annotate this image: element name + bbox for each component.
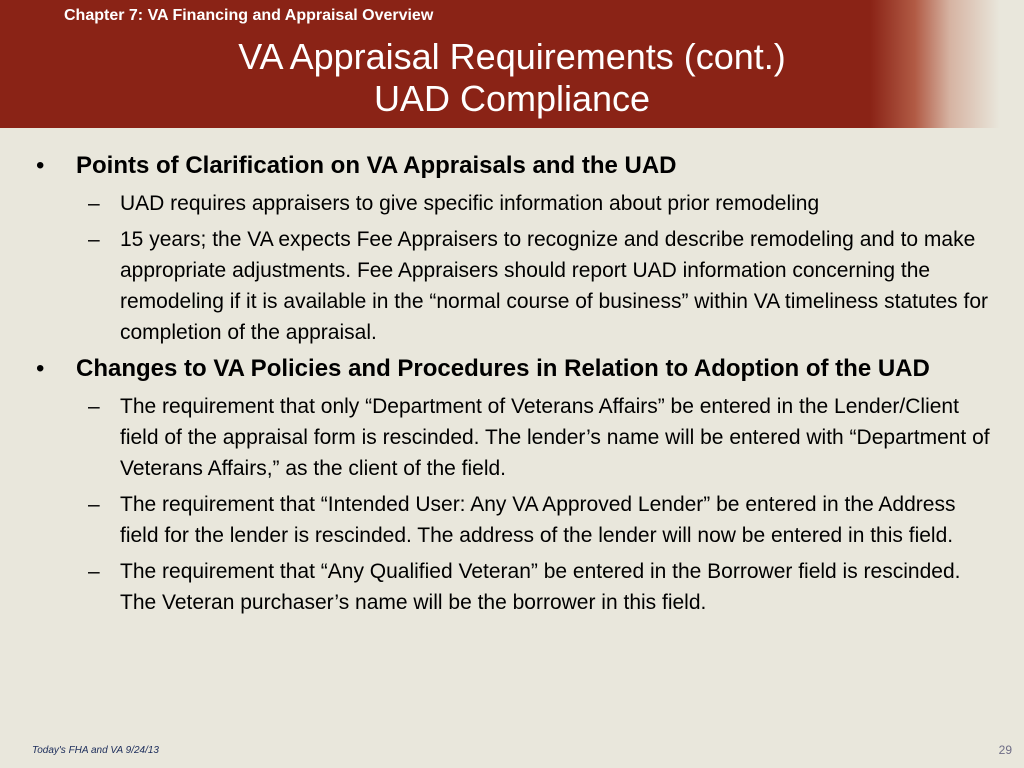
dash-marker: – bbox=[88, 192, 100, 215]
dash-marker: – bbox=[88, 228, 100, 251]
slide-header bbox=[0, 0, 1024, 128]
dash-marker: – bbox=[88, 560, 100, 583]
sub-bullet bbox=[36, 391, 994, 484]
sub-bullet bbox=[36, 188, 994, 219]
sub-bullet-text: 15 years; the VA expects Fee Appraisers to recognize and describe remodeling and to make appropriate adjustments. Fee Appraisers should report UAD information concerning the remodeling if it is available in the “normal course of business” within VA timeliness statutes for completion of the appraisal. bbox=[120, 228, 989, 344]
slide-title bbox=[0, 36, 1024, 120]
slide-title-line-2: UAD Compliance bbox=[373, 78, 651, 119]
bullet-clarification bbox=[36, 150, 994, 182]
slide-body bbox=[36, 150, 994, 623]
bullet-text: Points of Clarification on VA Appraisals and the UAD bbox=[76, 152, 677, 179]
dash-marker: – bbox=[88, 493, 100, 516]
sub-bullet-text: The requirement that “Intended User: Any VA Approved Lender” be entered in the Address field for the lender is rescinded. The address of the lender will now be entered in this field. bbox=[120, 493, 956, 547]
bullet-policy-changes bbox=[36, 353, 994, 385]
bullet-marker: • bbox=[36, 152, 45, 179]
slide-title-line-1: VA Appraisal Requirements (cont.) bbox=[238, 36, 786, 77]
footer-source: Today's FHA and VA 9/24/13 bbox=[32, 745, 159, 756]
sub-bullet bbox=[36, 556, 994, 618]
bullet-text: Changes to VA Policies and Procedures in Relation to Adoption of the UAD bbox=[76, 355, 930, 382]
sub-bullet bbox=[36, 489, 994, 551]
chapter-label: Chapter 7: VA Financing and Appraisal Overview bbox=[64, 7, 434, 24]
page-number: 29 bbox=[998, 743, 1012, 757]
sub-bullet-text: The requirement that “Any Qualified Veteran” be entered in the Borrower field is rescinded. The Veteran purchaser’s name will be the borrower in this field. bbox=[120, 560, 961, 614]
sub-bullet-text: UAD requires appraisers to give specific information about prior remodeling bbox=[120, 192, 820, 215]
bullet-marker: • bbox=[36, 355, 45, 382]
sub-bullet-text: The requirement that only “Department of Veterans Affairs” be entered in the Lender/Client field of the appraisal form is rescinded. The lender’s name will be entered with “Department of Veterans Affairs,” as the client of the field. bbox=[120, 395, 990, 480]
dash-marker: – bbox=[88, 395, 100, 418]
sub-bullet bbox=[36, 224, 994, 348]
